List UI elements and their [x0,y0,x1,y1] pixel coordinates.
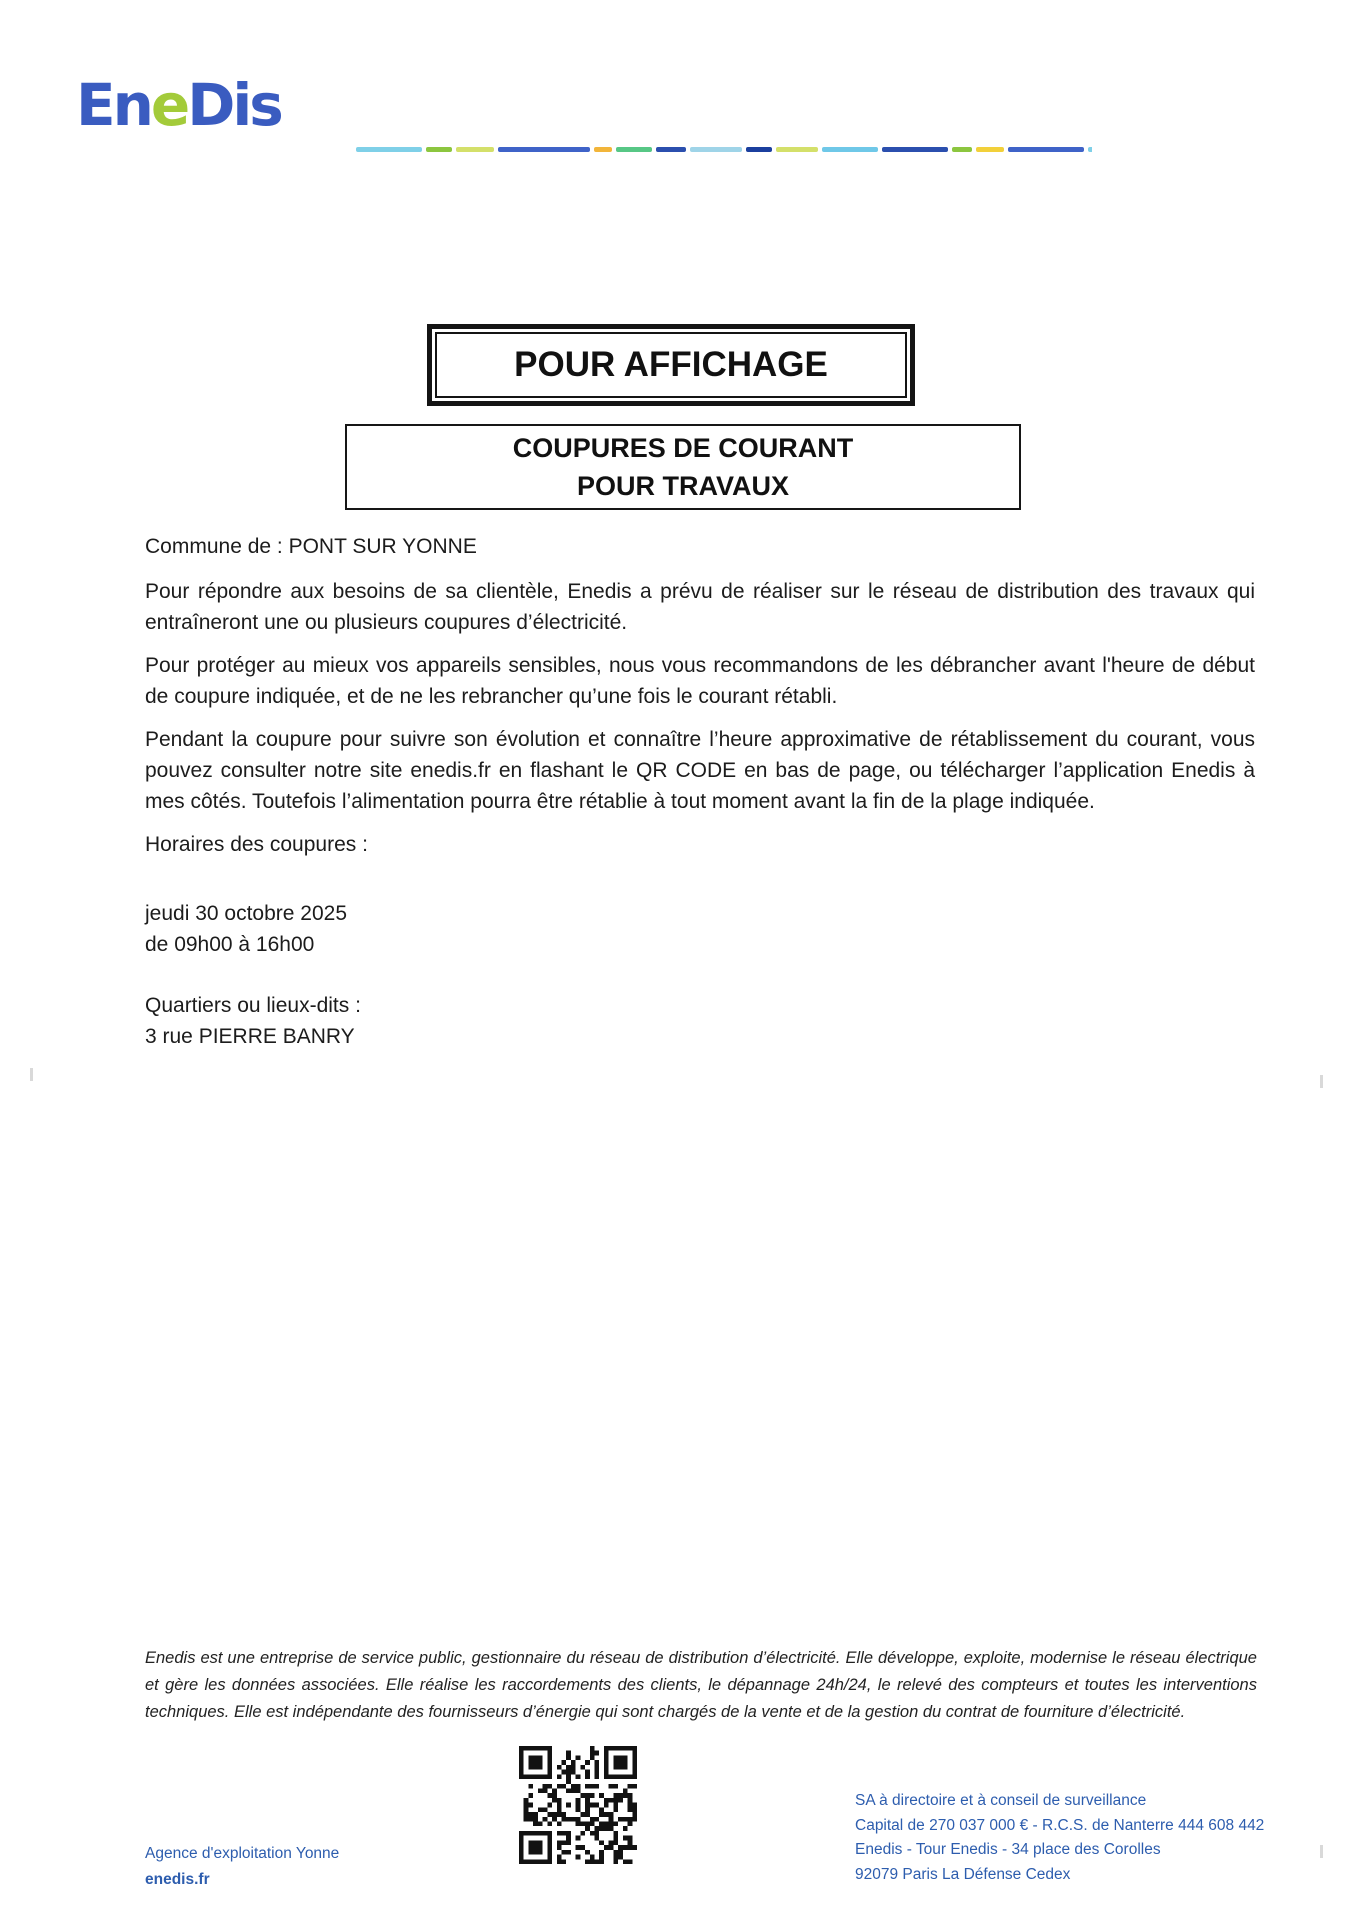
district-address: 3 rue PIERRE BANRY [145,1025,355,1048]
paragraph-3: Pendant la coupure pour suivre son évolution et connaître l’heure approximative de rétablissement du courant, vous pouvez consulter notre site enedis.fr en flashant le QR CODE en bas de page, ou télécharger l’application Enedis à mes côtés. Toutefois l’alimentation pourra être rétablie à tout moment avant la fin de la plage indiquée. [145,728,1255,813]
agency-name: Agence d'exploitation Yonne [145,1845,340,1862]
outage-date: jeudi 30 octobre 2025 [145,902,347,925]
pour-affichage-title: POUR AFFICHAGE [514,345,828,384]
outage-time: de 09h00 à 16h00 [145,933,315,956]
company-legal-block [855,1789,1264,1887]
logo-text-green: e [150,71,188,139]
company-line: Capital de 270 037 000 € - R.C.S. de Nanterre 444 608 442 [855,1816,1265,1834]
subject-box [345,424,1021,510]
subject-line-2: POUR TRAVAUX [576,471,789,501]
enedis-logo [76,71,281,139]
company-line: Enedis - Tour Enedis - 34 place des Corolles [855,1841,1161,1858]
company-line: 92079 Paris La Défense Cedex [855,1865,1071,1883]
company-line: SA à directoire et à conseil de surveillance [855,1792,1147,1809]
paragraph-2: Pour protéger au mieux vos appareils sensibles, nous vous recommandons de les débrancher avant l'heure de début de coupure indiquée, et de ne les rebrancher qu’une fois le courant rétabli. [145,654,1255,708]
scan-artifact [1320,1075,1323,1088]
scan-artifact [1320,1845,1323,1858]
district-block [145,990,1255,1052]
legal-footnote: Enedis est une entreprise de service public, gestionnaire du réseau de distribution d’électricité. Elle développe, exploite, modernise le réseau électrique et gère les données associées. Elle réalise les raccordements des clients, le dépannage 24h/24, le relevé des compteurs et toutes les interventions techniques. Elle est indépendante des fournisseurs d’énergie qui sont chargés de la vente et de la gestion du contrat de fourniture d’électricité. [145,1649,1257,1721]
agency-block [145,1841,339,1893]
brand-dashed-divider [356,147,1092,152]
commune-line: Commune de : PONT SUR YONNE [145,535,477,558]
logo-text-blue-2: Dis [187,71,281,139]
pour-affichage-banner [427,324,915,406]
logo-text-blue-1: En [76,71,151,139]
paragraph-1: Pour répondre aux besoins de sa clientèle, Enedis a prévu de réaliser sur le réseau de distribution des travaux qui entraîneront une ou plusieurs coupures d’électricité. [145,580,1255,634]
outage-schedule [145,898,1255,960]
pour-affichage-inner-frame [435,332,907,398]
subject-line-1: COUPURES DE COURANT [512,433,854,463]
letter-body [145,531,1255,1064]
district-label: Quartiers ou lieux-dits : [145,994,361,1017]
scan-artifact [30,1068,33,1081]
website-text: enedis.fr [145,1871,210,1888]
schedule-label: Horaires des coupures : [145,833,368,856]
qr-code [519,1746,637,1864]
